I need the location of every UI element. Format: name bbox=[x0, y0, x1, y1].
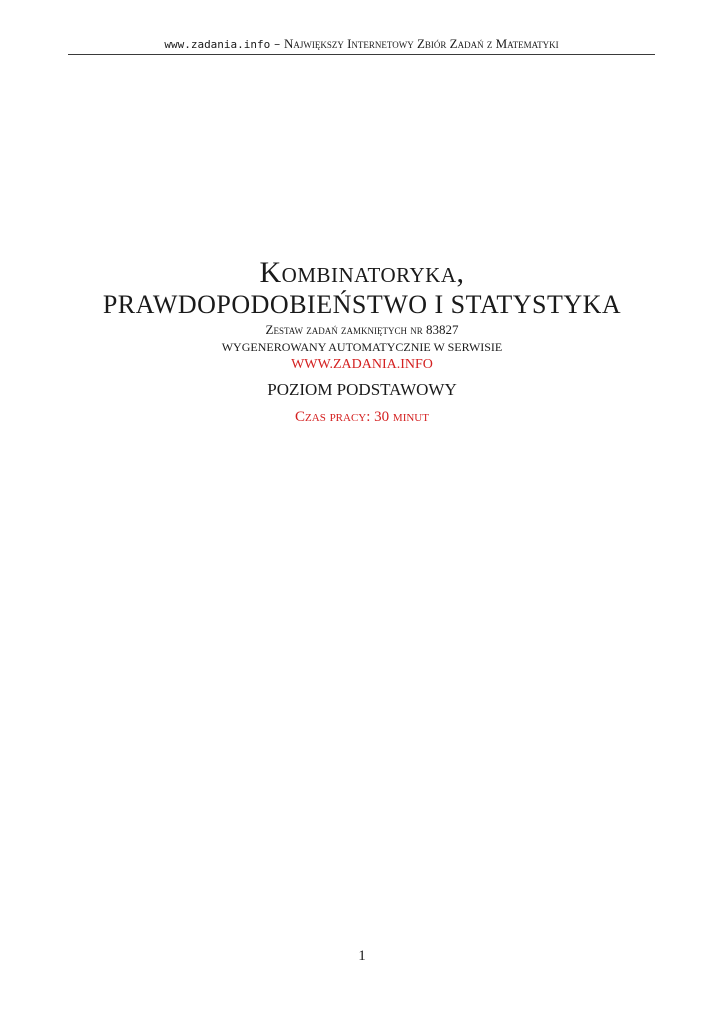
document-title-line1: Kombinatoryka, bbox=[259, 256, 465, 289]
header-site-link[interactable]: www.zadania.info bbox=[164, 38, 271, 51]
level-label: POZIOM PODSTAWOWY bbox=[267, 380, 457, 399]
header-separator: – bbox=[270, 37, 284, 51]
set-subtitle: Zestaw zadań zamkniętych nr 83827 bbox=[265, 322, 459, 337]
running-header bbox=[68, 36, 655, 53]
generated-note: WYGENEROWANY AUTOMATYCZNIE W SERWISIE bbox=[221, 340, 503, 354]
header-tagline: Największy Internetowy Zbiór Zadań z Matematyki bbox=[283, 36, 559, 51]
header-rule bbox=[68, 54, 655, 55]
page-number: 1 bbox=[358, 948, 366, 964]
document-title-line2: PRAWDOPODOBIEŃSTWO I STATYSTYKA bbox=[102, 290, 622, 319]
time-limit: Czas pracy: 30 minut bbox=[295, 409, 429, 425]
site-link[interactable]: WWW.ZADANIA.INFO bbox=[291, 357, 433, 372]
title-block bbox=[60, 256, 664, 427]
